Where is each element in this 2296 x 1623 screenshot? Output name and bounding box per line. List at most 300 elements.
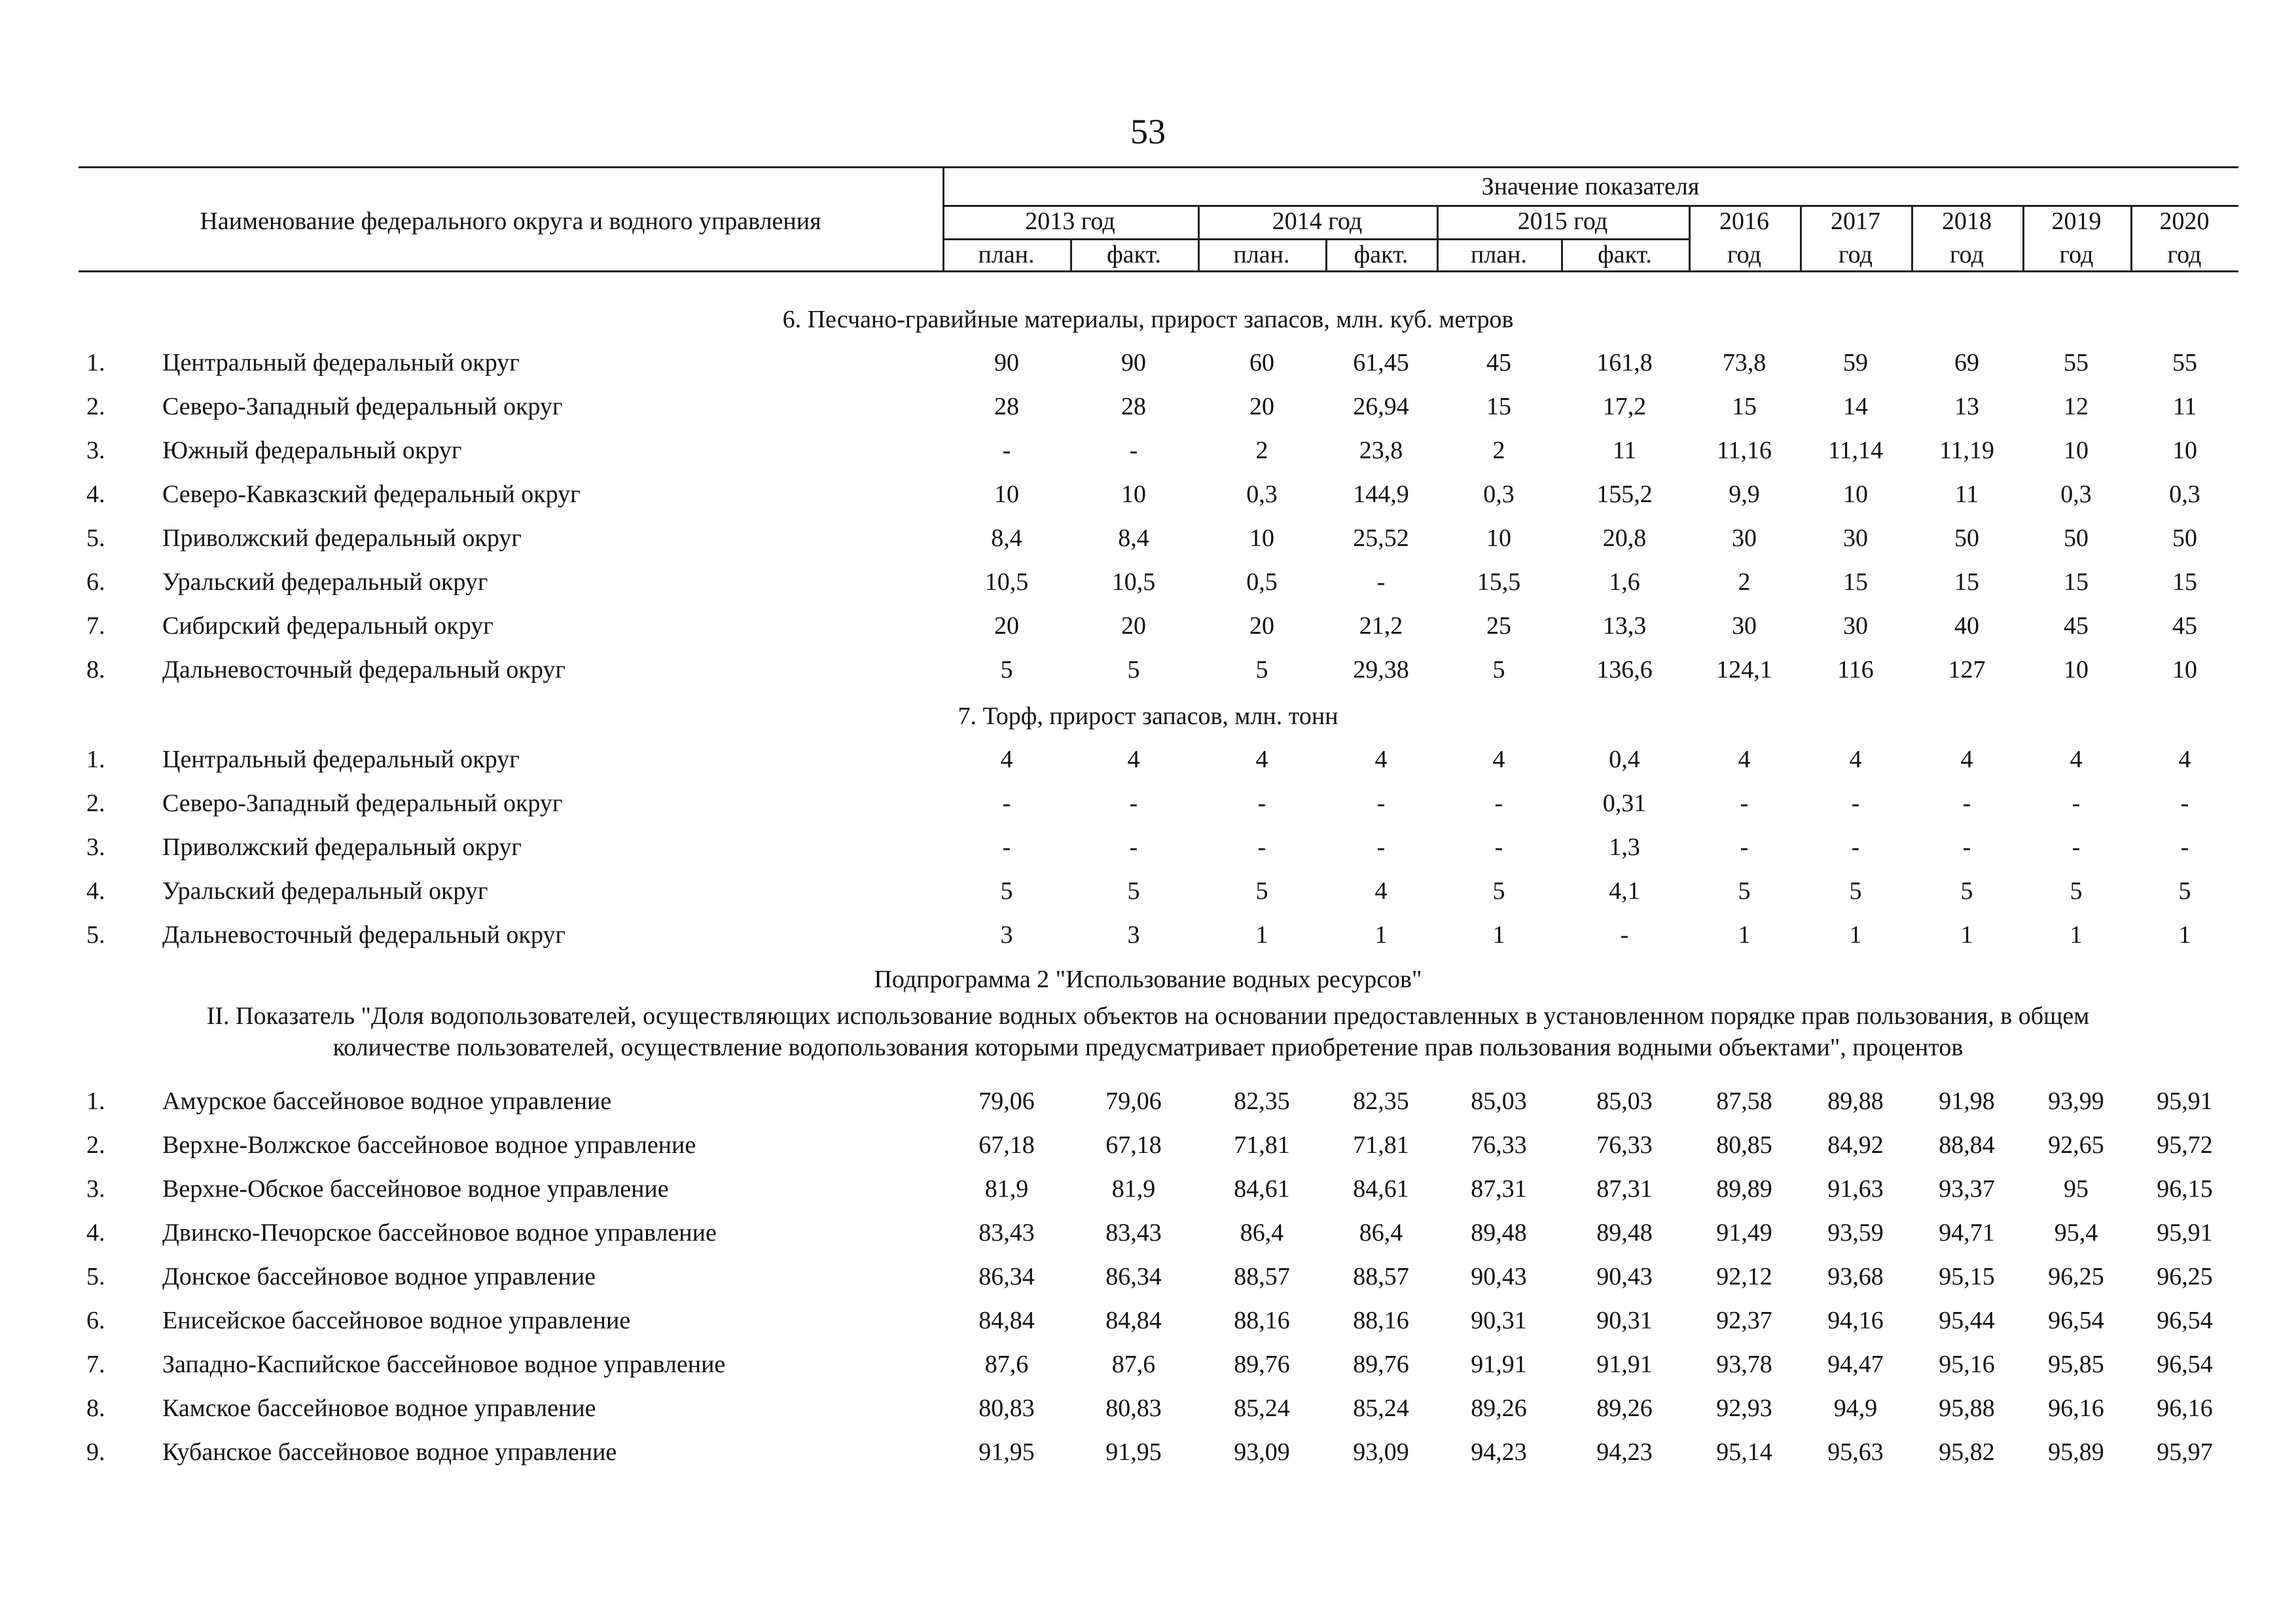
value-cell: -: [1740, 833, 1749, 861]
value-cell: 80,83: [978, 1395, 1035, 1422]
row-number: 4.: [86, 1219, 105, 1247]
value-cell: 93,09: [1234, 1438, 1290, 1466]
value-cell: 95,89: [2048, 1438, 2104, 1466]
value-cell: 92,37: [1716, 1307, 1772, 1334]
value-cell: 96,15: [2157, 1175, 2213, 1203]
value-cell: 15: [1843, 568, 1868, 596]
value-cell: 91,49: [1716, 1219, 1772, 1247]
value-cell: 5: [1738, 877, 1751, 905]
value-cell: -: [2072, 790, 2081, 817]
value-cell: 87,31: [1596, 1175, 1653, 1203]
table-row: [0, 1431, 2296, 1475]
value-cell: 15: [2172, 568, 2197, 596]
value-cell: 21,2: [1359, 612, 1403, 640]
value-cell: 11,19: [1939, 437, 1995, 464]
value-cell: 15: [2064, 568, 2089, 596]
value-cell: 96,54: [2157, 1307, 2213, 1334]
fact-header: факт.: [1354, 241, 1408, 268]
value-cell: 95,91: [2157, 1087, 2213, 1115]
value-cell: 88,16: [1234, 1307, 1290, 1334]
value-cell: -: [1851, 833, 1860, 861]
value-cell: 96,54: [2048, 1307, 2104, 1334]
row-name: Верхне-Обское бассейновое водное управление: [162, 1175, 669, 1203]
value-cell: -: [1376, 568, 1386, 596]
row-name: Приволжский федеральный округ: [162, 833, 522, 861]
value-cell: 85,03: [1471, 1087, 1527, 1115]
value-cell: 86,4: [1359, 1219, 1403, 1247]
value-cell: -: [1002, 437, 1011, 464]
value-cell: 80,85: [1716, 1131, 1772, 1159]
table-row: [0, 914, 2296, 958]
value-cell: 89,26: [1471, 1395, 1527, 1422]
value-cell: 96,25: [2157, 1263, 2213, 1290]
value-cell: 87,6: [984, 1351, 1029, 1378]
value-cell: 1,6: [1609, 568, 1640, 596]
value-cell: 11: [1612, 437, 1637, 464]
value-title: Значение показателя: [1481, 173, 1700, 200]
value-cell: 25,52: [1353, 524, 1409, 552]
value-cell: 1: [1374, 921, 1388, 949]
value-cell: 95,14: [1716, 1438, 1772, 1466]
value-cell: 71,81: [1234, 1131, 1290, 1159]
value-cell: 90: [1121, 349, 1146, 376]
value-cell: 96,25: [2048, 1263, 2104, 1290]
header-bottom-rule: [79, 270, 2238, 272]
value-cell: 81,9: [984, 1175, 1029, 1203]
value-cell: 84,92: [1827, 1131, 1884, 1159]
value-cell: 45: [1486, 349, 1511, 376]
value-cell: 96,54: [2157, 1351, 2213, 1378]
value-cell: 5: [1492, 877, 1505, 905]
row-number: 1.: [86, 1087, 105, 1115]
value-cell: 0,3: [2060, 481, 2092, 508]
value-cell: 50: [1954, 524, 1979, 552]
row-name: Амурское бассейновое водное управление: [162, 1087, 612, 1115]
year-header: 2014 год: [1272, 208, 1363, 235]
value-cell: 5: [2178, 877, 2191, 905]
table-row: [0, 649, 2296, 693]
value-cell: 30: [1732, 524, 1757, 552]
value-cell: 93,78: [1716, 1351, 1772, 1378]
value-cell: 0,5: [1246, 568, 1278, 596]
value-cell: 50: [2064, 524, 2089, 552]
value-cell: 2: [1255, 437, 1268, 464]
value-cell: 85,24: [1234, 1395, 1290, 1422]
row-number: 6.: [86, 568, 105, 596]
value-cell: 83,43: [1105, 1219, 1162, 1247]
value-cell: 88,57: [1234, 1263, 1290, 1290]
value-cell: 10: [1843, 481, 1868, 508]
table-row: [0, 870, 2296, 914]
god-header: год: [1727, 241, 1761, 268]
value-cell: 93,68: [1827, 1263, 1884, 1290]
value-cell: 91,63: [1827, 1175, 1884, 1203]
value-cell: 95,82: [1939, 1438, 1995, 1466]
row-number: 2.: [86, 393, 105, 420]
table-row: [0, 1300, 2296, 1343]
page-number: 53: [1130, 112, 1166, 151]
table-row: [0, 342, 2296, 386]
value-cell: 4,1: [1609, 877, 1640, 905]
value-cell: 1: [1492, 921, 1505, 949]
value-cell: 124,1: [1716, 656, 1772, 684]
section-7-title: 7. Торф, прирост запасов, млн. тонн: [958, 702, 1338, 730]
table-row: [0, 517, 2296, 561]
value-cell: -: [1494, 833, 1503, 861]
value-cell: 10: [1486, 524, 1511, 552]
value-cell: 26,94: [1353, 393, 1409, 420]
value-cell: 89,76: [1234, 1351, 1290, 1378]
row-name: Енисейское бассейновое водное управление: [162, 1307, 631, 1334]
row-number: 2.: [86, 1131, 105, 1159]
row-number: 7.: [86, 612, 105, 640]
value-cell: 90,31: [1596, 1307, 1653, 1334]
value-cell: 14: [1843, 393, 1868, 420]
value-cell: 93,37: [1939, 1175, 1995, 1203]
value-cell: 25: [1486, 612, 1511, 640]
value-cell: 73,8: [1722, 349, 1767, 376]
value-cell: 13,3: [1602, 612, 1647, 640]
value-cell: 1: [2070, 921, 2083, 949]
value-cell: 84,61: [1234, 1175, 1290, 1203]
value-cell: 55: [2172, 349, 2197, 376]
value-cell: 5: [1849, 877, 1862, 905]
value-cell: 87,6: [1111, 1351, 1156, 1378]
value-cell: 69: [1954, 349, 1979, 376]
row-name: Дальневосточный федеральный округ: [162, 656, 565, 684]
value-cell: 80,83: [1105, 1395, 1162, 1422]
row-name: Верхне-Волжское бассейновое водное управление: [162, 1131, 696, 1159]
value-cell: -: [1257, 833, 1266, 861]
value-cell: 15: [1954, 568, 1979, 596]
table-row: [0, 1124, 2296, 1168]
fact-header: факт.: [1107, 241, 1161, 268]
value-cell: 86,34: [978, 1263, 1035, 1290]
value-cell: 0,3: [1246, 481, 1278, 508]
table-row: [0, 429, 2296, 473]
value-cell: 94,23: [1596, 1438, 1653, 1466]
value-cell: 10,5: [984, 568, 1029, 596]
table-row: [0, 826, 2296, 870]
row-number: 4.: [86, 877, 105, 905]
value-cell: -: [1129, 437, 1138, 464]
value-cell: 29,38: [1353, 656, 1409, 684]
god-header: год: [2167, 241, 2202, 268]
value-cell: 12: [2064, 393, 2089, 420]
value-cell: 20: [1249, 393, 1274, 420]
value-cell: 60: [1249, 349, 1274, 376]
row-name: Сибирский федеральный округ: [162, 612, 493, 640]
value-cell: -: [1740, 790, 1749, 817]
value-cell: -: [2180, 833, 2189, 861]
year-header: 2015 год: [1517, 208, 1608, 235]
row-name: Камское бассейновое водное управление: [162, 1395, 596, 1422]
value-cell: 92,12: [1716, 1263, 1772, 1290]
row-number: 7.: [86, 1351, 105, 1378]
value-cell: 94,47: [1827, 1351, 1884, 1378]
value-cell: 95,16: [1939, 1351, 1995, 1378]
row-number: 4.: [86, 481, 105, 508]
year-header: 2019: [2051, 208, 2102, 235]
value-cell: 10: [1121, 481, 1146, 508]
value-cell: 3: [1000, 921, 1013, 949]
value-cell: 4: [1000, 746, 1013, 773]
value-cell: -: [1257, 790, 1266, 817]
value-cell: 67,18: [1105, 1131, 1162, 1159]
value-cell: 20: [1249, 612, 1274, 640]
year-header: 2020: [2159, 208, 2210, 235]
value-cell: 2: [1492, 437, 1505, 464]
value-cell: 86,34: [1105, 1263, 1162, 1290]
value-cell: 88,84: [1939, 1131, 1995, 1159]
value-cell: 83,43: [978, 1219, 1035, 1247]
value-cell: 87,58: [1716, 1087, 1772, 1115]
value-cell: 5: [1000, 877, 1013, 905]
value-cell: 45: [2172, 612, 2197, 640]
value-cell: -: [1376, 833, 1386, 861]
value-cell: 96,16: [2048, 1395, 2104, 1422]
value-cell: 90,43: [1596, 1263, 1653, 1290]
value-cell: 95,91: [2157, 1219, 2213, 1247]
value-cell: 4: [1849, 746, 1862, 773]
value-cell: 10: [1249, 524, 1274, 552]
value-cell: 1: [1960, 921, 1973, 949]
year-header: 2017: [1831, 208, 1880, 235]
god-header: год: [2059, 241, 2094, 268]
row-number: 5.: [86, 921, 105, 949]
plan-header: план.: [1233, 241, 1290, 268]
god-header: год: [1950, 241, 1984, 268]
value-cell: 4: [1374, 746, 1388, 773]
row-name: Кубанское бассейновое водное управление: [162, 1438, 617, 1466]
row-name: Дальневосточный федеральный округ: [162, 921, 565, 949]
value-cell: 71,81: [1353, 1131, 1409, 1159]
row-number: 3.: [86, 1175, 105, 1203]
value-cell: 8,4: [1118, 524, 1149, 552]
value-cell: 89,76: [1353, 1351, 1409, 1378]
value-cell: 90,43: [1471, 1263, 1527, 1290]
value-cell: 95,85: [2048, 1351, 2104, 1378]
value-cell: 76,33: [1471, 1131, 1527, 1159]
row-number: 9.: [86, 1438, 105, 1466]
value-cell: 8,4: [991, 524, 1022, 552]
value-cell: 11: [1954, 481, 1979, 508]
value-cell: 92,65: [2048, 1131, 2104, 1159]
value-cell: 4: [2178, 746, 2191, 773]
value-cell: 91,95: [978, 1438, 1035, 1466]
value-cell: 4: [1127, 746, 1140, 773]
value-cell: 30: [1843, 612, 1868, 640]
value-cell: 94,23: [1471, 1438, 1527, 1466]
value-cell: 91,91: [1471, 1351, 1527, 1378]
value-cell: -: [1494, 790, 1503, 817]
row-name: Двинско-Печорское бассейновое водное управление: [162, 1219, 717, 1247]
value-cell: 11: [2172, 393, 2197, 420]
value-cell: 20: [994, 612, 1019, 640]
table-row: [0, 473, 2296, 517]
row-name: Центральный федеральный округ: [162, 349, 520, 376]
value-cell: 28: [1121, 393, 1146, 420]
value-cell: 10,5: [1111, 568, 1156, 596]
value-cell: 86,4: [1240, 1219, 1284, 1247]
value-cell: 76,33: [1596, 1131, 1653, 1159]
row-name: Донское бассейновое водное управление: [162, 1263, 596, 1290]
value-cell: 84,84: [1105, 1307, 1162, 1334]
row-number: 2.: [86, 790, 105, 817]
table-row: [0, 386, 2296, 429]
fact-header: факт.: [1598, 241, 1652, 268]
value-cell: 95,15: [1939, 1263, 1995, 1290]
value-cell: 93,59: [1827, 1219, 1884, 1247]
value-cell: -: [1129, 833, 1138, 861]
value-cell: 91,91: [1596, 1351, 1653, 1378]
row-number: 1.: [86, 349, 105, 376]
value-cell: 20,8: [1602, 524, 1647, 552]
value-cell: 89,48: [1471, 1219, 1527, 1247]
value-cell: 11,16: [1716, 437, 1772, 464]
value-cell: 30: [1732, 612, 1757, 640]
value-cell: 5: [2070, 877, 2083, 905]
value-cell: 20: [1121, 612, 1146, 640]
value-cell: 88,16: [1353, 1307, 1409, 1334]
header-top-rule: [79, 166, 2238, 168]
value-cell: 1,3: [1609, 833, 1640, 861]
value-cell: 13: [1954, 393, 1979, 420]
value-cell: -: [2180, 790, 2189, 817]
value-cell: 84,61: [1353, 1175, 1409, 1203]
value-cell: 94,16: [1827, 1307, 1884, 1334]
value-cell: 85,24: [1353, 1395, 1409, 1422]
plan-header: план.: [978, 241, 1035, 268]
value-cell: 92,93: [1716, 1395, 1772, 1422]
value-cell: 23,8: [1359, 437, 1403, 464]
value-cell: 136,6: [1596, 656, 1653, 684]
value-cell: 90,31: [1471, 1307, 1527, 1334]
value-cell: 95,97: [2157, 1438, 2213, 1466]
value-cell: 1: [1849, 921, 1862, 949]
value-cell: 79,06: [1105, 1087, 1162, 1115]
value-cell: 84,84: [978, 1307, 1035, 1334]
value-cell: 90: [994, 349, 1019, 376]
value-cell: 4: [1960, 746, 1973, 773]
value-cell: 94,9: [1833, 1395, 1878, 1422]
value-cell: 95: [2064, 1175, 2089, 1203]
value-cell: 155,2: [1596, 481, 1653, 508]
value-cell: -: [2072, 833, 2081, 861]
value-cell: -: [1002, 833, 1011, 861]
value-cell: 127: [1948, 656, 1986, 684]
value-cell: 17,2: [1602, 393, 1647, 420]
value-cell: 89,88: [1827, 1087, 1884, 1115]
row-name: Южный федеральный округ: [162, 437, 462, 464]
row-name: Центральный федеральный округ: [162, 746, 520, 773]
row-name: Западно-Каспийское бассейновое водное управление: [162, 1351, 726, 1378]
row-name: Приволжский федеральный округ: [162, 524, 522, 552]
row-number: 5.: [86, 524, 105, 552]
section-6-title: 6. Песчано-гравийные материалы, прирост запасов, млн. куб. метров: [782, 306, 1514, 333]
value-cell: 91,98: [1939, 1087, 1995, 1115]
value-cell: 93,99: [2048, 1087, 2104, 1115]
value-cell: 5: [1000, 656, 1013, 684]
value-cell: 79,06: [978, 1087, 1035, 1115]
year-header: 2016: [1719, 208, 1769, 235]
row-name: Северо-Кавказский федеральный округ: [162, 481, 581, 508]
value-cell: 144,9: [1353, 481, 1409, 508]
value-cell: 50: [2172, 524, 2197, 552]
year-header: 2013 год: [1025, 208, 1115, 235]
value-cell: 95,44: [1939, 1307, 1995, 1334]
value-cell: 9,9: [1729, 481, 1760, 508]
value-cell: 40: [1954, 612, 1979, 640]
value-cell: 89,26: [1596, 1395, 1653, 1422]
value-cell: 10: [2064, 656, 2089, 684]
value-cell: 95,88: [1939, 1395, 1995, 1422]
table-row: [0, 739, 2296, 782]
value-cell: 15: [1732, 393, 1757, 420]
value-cell: 1: [2178, 921, 2191, 949]
value-cell: 61,45: [1353, 349, 1409, 376]
value-cell: 95,63: [1827, 1438, 1884, 1466]
value-cell: 0,31: [1602, 790, 1647, 817]
value-cell: -: [1962, 790, 1971, 817]
value-cell: 4: [1255, 746, 1268, 773]
value-cell: 1: [1738, 921, 1751, 949]
value-cell: 116: [1837, 656, 1874, 684]
value-cell: 0,3: [2169, 481, 2200, 508]
value-cell: 96,16: [2157, 1395, 2213, 1422]
value-cell: -: [1851, 790, 1860, 817]
value-cell: -: [1002, 790, 1011, 817]
table-row: [0, 1080, 2296, 1124]
table-row: [0, 561, 2296, 605]
value-cell: 95,4: [2054, 1219, 2098, 1247]
value-cell: 4: [1492, 746, 1505, 773]
value-cell: 10: [2172, 437, 2197, 464]
table-row: [0, 1256, 2296, 1300]
value-cell: 4: [1738, 746, 1751, 773]
value-cell: 4: [1374, 877, 1388, 905]
row-name: Северо-Западный федеральный округ: [162, 393, 563, 420]
value-cell: 161,8: [1596, 349, 1653, 376]
value-cell: 81,9: [1111, 1175, 1156, 1203]
row-name: Уральский федеральный округ: [162, 877, 488, 905]
table-row: [0, 782, 2296, 826]
value-cell: 5: [1960, 877, 1973, 905]
value-cell: 10: [994, 481, 1019, 508]
table-row: [0, 1212, 2296, 1256]
indicator-line-1: II. Показатель "Доля водопользователей, осуществляющих использование водных объектов на основании предоставленных в установленном порядке прав пользования, в общем: [206, 1002, 2090, 1030]
value-cell: 55: [2064, 349, 2089, 376]
value-cell: 93,09: [1353, 1438, 1409, 1466]
table-row: [0, 1343, 2296, 1387]
table-row: [0, 1387, 2296, 1431]
row-number: 6.: [86, 1307, 105, 1334]
value-cell: 5: [1255, 877, 1268, 905]
value-cell: 0,4: [1609, 746, 1640, 773]
plan-header: план.: [1470, 241, 1527, 268]
value-cell: 2: [1738, 568, 1751, 596]
row-number: 5.: [86, 1263, 105, 1290]
god-header: год: [1839, 241, 1873, 268]
value-cell: 67,18: [978, 1131, 1035, 1159]
value-cell: -: [1620, 921, 1629, 949]
value-cell: 11,14: [1827, 437, 1884, 464]
value-cell: 4: [2070, 746, 2083, 773]
value-cell: 45: [2064, 612, 2089, 640]
value-cell: 10: [2172, 656, 2197, 684]
value-cell: 89,89: [1716, 1175, 1772, 1203]
value-cell: 5: [1127, 877, 1140, 905]
